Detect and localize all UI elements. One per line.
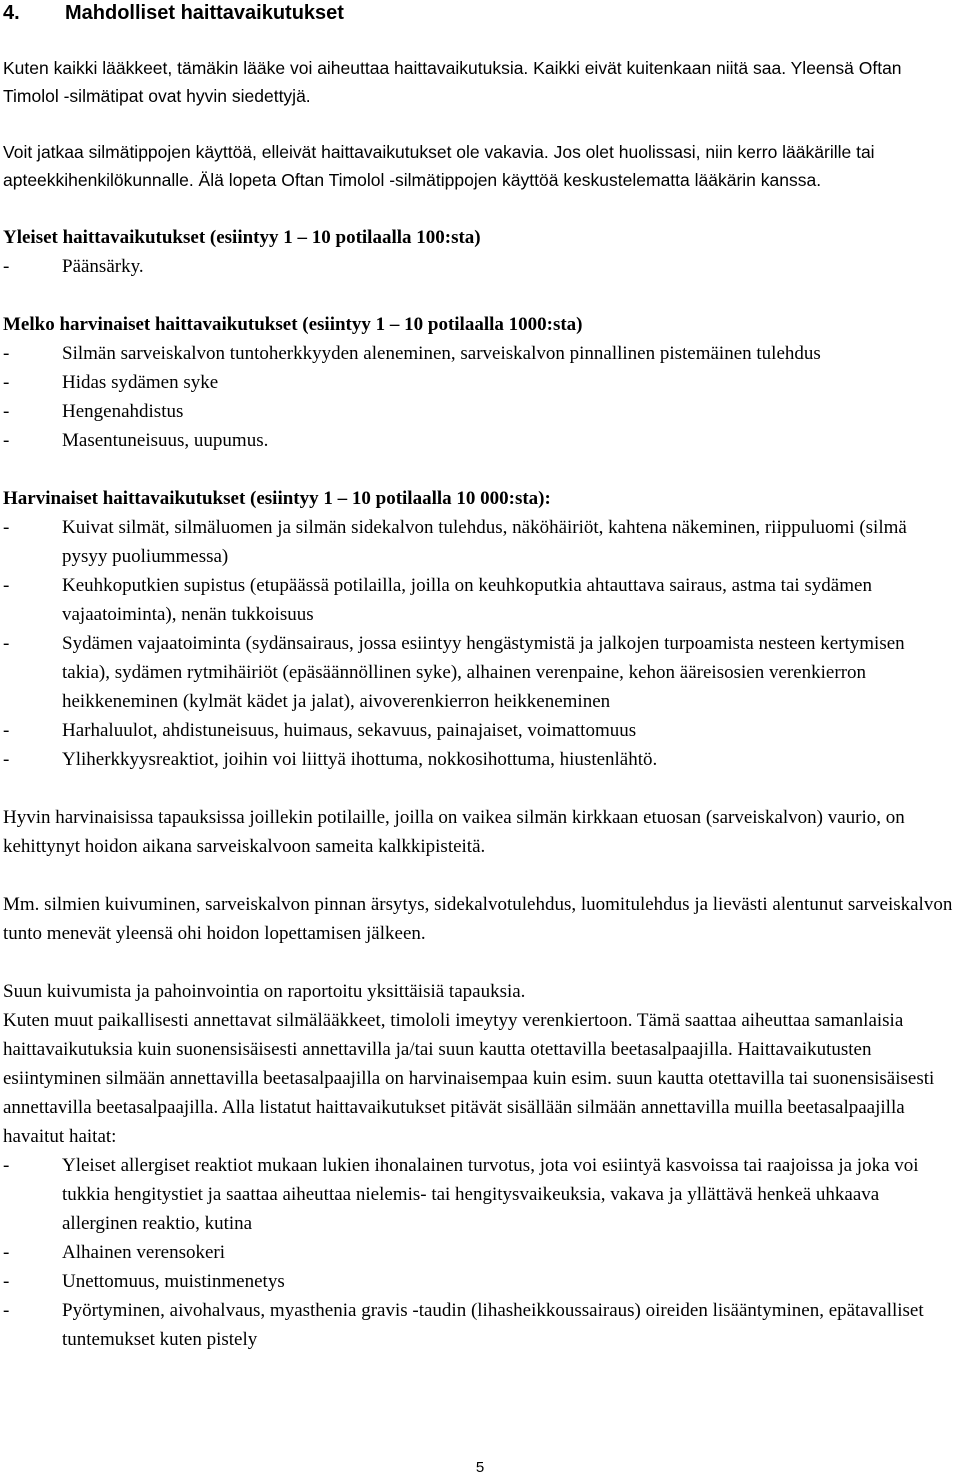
systemic-paragraph-1: Suun kuivumista ja pahoinvointia on raportoitu yksittäisiä tapauksia. [3,981,526,1002]
list-item: - Keuhkoputkien supistus (etupäässä potilailla, joilla on keuhkoputkia ahtauttava sairaus, astma tai sydämen vajaatoiminta), nenän tukkoisuus [3,575,872,625]
page-number: 5 [475,1459,485,1476]
uncommon-effects-list [3,339,953,455]
list-item: - Hidas sydämen syke [3,372,219,393]
list-item: - Kuivat silmät, silmäluomen ja silmän sidekalvon tulehdus, näköhäiriöt, kahtena näkeminen, riippuluomi (silmä pysyy puoliummessa) [3,517,907,567]
common-effects-label: Yleiset haittavaikutukset (esiintyy 1 – 10 potilaalla 100:sta) [3,227,481,248]
systemic-paragraph-2: Kuten muut paikallisesti annettavat silmälääkkeet, timololi imeytyy verenkiertoon. Tämä saattaa aiheuttaa samanlaisia haittavaikutuksia kuin suonensisäisesti annettavilla ja/tai suun kautta otettavilla beetasalpaajilla. Haittavaikutusten esiintyminen silmään annettavilla beetasalpaajilla on harvinaisempaa kuin esim. suun kautta otettavilla tai suonensisäisesti annettavilla beetasalpaajilla. Alla listatut haittavaikutukset pitävät sisällään silmään annettavilla muilla beetasalpaajilla havaitut haitat: [3,1010,935,1147]
very-rare-paragraph: Hyvin harvinaisissa tapauksissa joillekin potilaille, joilla on vaikea silmän kirkkaan etuosan (sarveiskalvon) vaurio, on kehittynyt hoidon aikana sarveiskalvoon sameita kalkkipisteitä. [3,807,905,857]
section-title: Mahdolliset haittavaikutukset [65,2,344,24]
reversible-effects-paragraph: Mm. silmien kuivuminen, sarveiskalvon pinnan ärsytys, sidekalvotulehdus, luomitulehdus ja lievästi alentunut sarveiskalvon tunto menevät yleensä ohi hoidon lopettamisen jälkeen. [3,894,953,944]
list-item: - Yleiset allergiset reaktiot mukaan lukien ihonalainen turvotus, jota voi esiintyä kasvoissa tai raajoissa ja joka voi tukkia hengitystiet ja saattaa aiheuttaa nielemis- tai hengitysvaikeuksia, vakava ja yllättävä henkeä uhkaava allerginen reaktio, kutina [3,1155,919,1234]
list-item: - Hengenahdistus [3,401,184,422]
rare-effects-label: Harvinaiset haittavaikutukset (esiintyy 1 – 10 potilaalla 10 000:sta): [3,488,551,509]
list-item: - Alhainen verensokeri [3,1242,226,1263]
list-item: - Harhaluulot, ahdistuneisuus, huimaus, sekavuus, painajaiset, voimattomuus [3,720,637,741]
list-item: - Päänsärky. [3,256,144,277]
list-item: - Sydämen vajaatoiminta (sydänsairaus, jossa esiintyy hengästymistä ja jalkojen turpoamista nesteen kertymisen takia), sydämen rytmihäiriöt (epäsäännöllinen syke), alhainen verenpaine, kehon ääreisosien verenkierron heikkeneminen (kylmät kädet ja jalat), aivoverenkierron heikkeneminen [3,633,905,712]
list-item: - Unettomuus, muistinmenetys [3,1271,285,1292]
list-item: - Silmän sarveiskalvon tuntoherkkyyden aleneminen, sarveiskalvon pinnallinen pistemäinen tulehdus [3,343,821,364]
intro-paragraph-2: Voit jatkaa silmätippojen käyttöä, elleivät haittavaikutukset ole vakavia. Jos olet huolissasi, niin kerro lääkärille tai apteekkihenkilökunnalle. Älä lopeta Oftan Timolol -silmätippojen käyttöä keskustelematta lääkärin kanssa. [3,142,875,190]
section-heading [3,0,953,26]
list-item: - Masentuneisuus, uupumus. [3,430,269,451]
section-number: 4. [3,2,20,24]
common-effects-list [3,252,953,281]
list-item: - Yliherkkyysreaktiot, joihin voi liittyä ihottuma, nokkosihottuma, hiustenlähtö. [3,749,658,770]
uncommon-effects-label: Melko harvinaiset haittavaikutukset (esiintyy 1 – 10 potilaalla 1000:sta) [3,314,583,335]
intro-paragraph-1: Kuten kaikki lääkkeet, tämäkin lääke voi aiheuttaa haittavaikutuksia. Kaikki eivät kuitenkaan niitä saa. Yleensä Oftan Timolol -silmätipat ovat hyvin siedettyjä. [3,58,902,106]
systemic-effects-list [3,1151,953,1354]
rare-effects-list [3,513,953,774]
document-page [3,0,953,1354]
list-item: - Pyörtyminen, aivohalvaus, myasthenia gravis -taudin (lihasheikkoussairaus) oireiden lisääntyminen, epätavalliset tuntemukset kuten pistely [3,1300,924,1350]
